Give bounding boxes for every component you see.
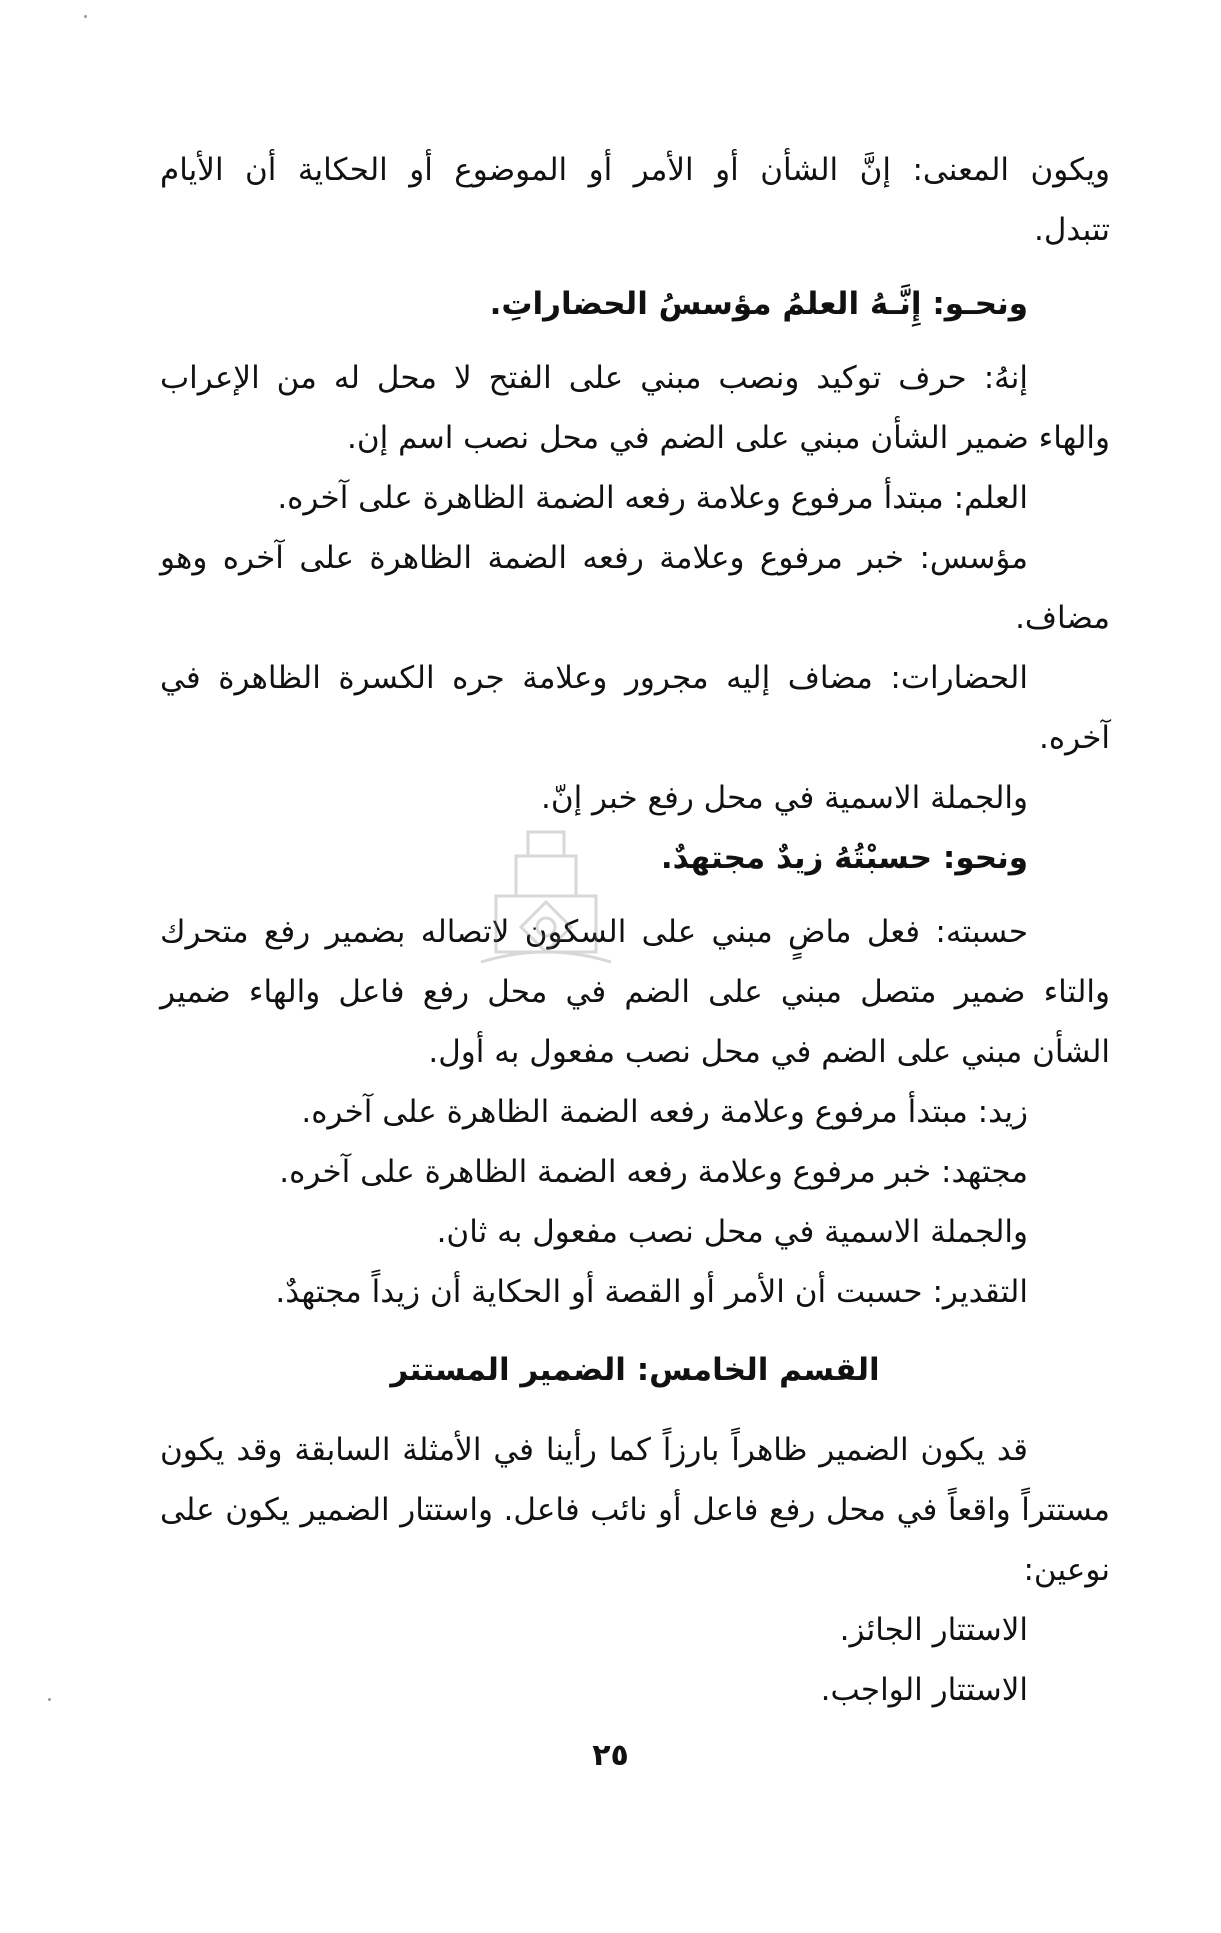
parsing-line: الشأن مبني على الضم في محل نصب مفعول به أول. <box>428 1034 1110 1070</box>
list-item: الاستتار الجائز. <box>839 1612 1028 1648</box>
scan-speck <box>48 1698 51 1701</box>
paragraph-line: مستتراً واقعاً في محل رفع فاعل أو نائب فاعل. واستتار الضمير يكون على <box>160 1492 1110 1528</box>
scan-speck <box>84 15 87 18</box>
example-sentence: ونحـو: إِنَّـهُ العلمُ مؤسسُ الحضاراتِ. <box>489 286 1028 322</box>
parsing-line: العلم: مبتدأ مرفوع وعلامة رفعه الضمة الظاهرة على آخره. <box>277 480 1028 516</box>
parsing-line: زيد: مبتدأ مرفوع وعلامة رفعه الضمة الظاهرة على آخره. <box>301 1094 1028 1130</box>
parsing-line: إنهُ: حرف توكيد ونصب مبني على الفتح لا محل له من الإعراب <box>160 360 1028 396</box>
parsing-line: والهاء ضمير الشأن مبني على الضم في محل نصب اسم إن. <box>347 420 1110 456</box>
example-sentence: ونحو: حسبْتُهُ زيدٌ مجتهدٌ. <box>660 840 1028 876</box>
parsing-line: التقدير: حسبت أن الأمر أو القصة أو الحكاية أن زيداً مجتهدٌ. <box>275 1274 1028 1310</box>
parsing-line: حسبته: فعل ماضٍ مبني على السكون لاتصاله بضمير رفع متحرك <box>160 914 1028 950</box>
parsing-line: والجملة الاسمية في محل رفع خبر إنّ. <box>540 780 1028 816</box>
parsing-line: مؤسس: خبر مرفوع وعلامة رفعه الضمة الظاهرة على آخره وهو <box>160 540 1028 576</box>
parsing-line: والتاء ضمير متصل مبني على الضم في محل رفع فاعل والهاء ضمير <box>160 974 1110 1010</box>
page-number: ٢٥ <box>592 1738 629 1773</box>
library-seal-watermark <box>476 822 616 972</box>
page-body <box>160 140 1110 1720</box>
paragraph-line: قد يكون الضمير ظاهراً بارزاً كما رأينا في الأمثلة السابقة وقد يكون <box>160 1432 1028 1468</box>
parsing-line: آخره. <box>1039 720 1110 756</box>
list-item: الاستتار الواجب. <box>820 1672 1028 1708</box>
paragraph-line: ويكون المعنى: إنَّ الشأن أو الأمر أو الموضوع أو الحكاية أن الأيام <box>160 152 1110 188</box>
section-heading: القسم الخامس: الضمير المستتر <box>390 1352 880 1388</box>
parsing-line: والجملة الاسمية في محل نصب مفعول به ثان. <box>436 1214 1028 1250</box>
parsing-line: مضاف. <box>1015 600 1110 636</box>
parsing-line: الحضارات: مضاف إليه مجرور وعلامة جره الكسرة الظاهرة في <box>160 660 1028 696</box>
parsing-line: مجتهد: خبر مرفوع وعلامة رفعه الضمة الظاهرة على آخره. <box>279 1154 1028 1190</box>
paragraph-line: نوعين: <box>1023 1552 1110 1588</box>
paragraph-line: تتبدل. <box>1034 212 1110 248</box>
